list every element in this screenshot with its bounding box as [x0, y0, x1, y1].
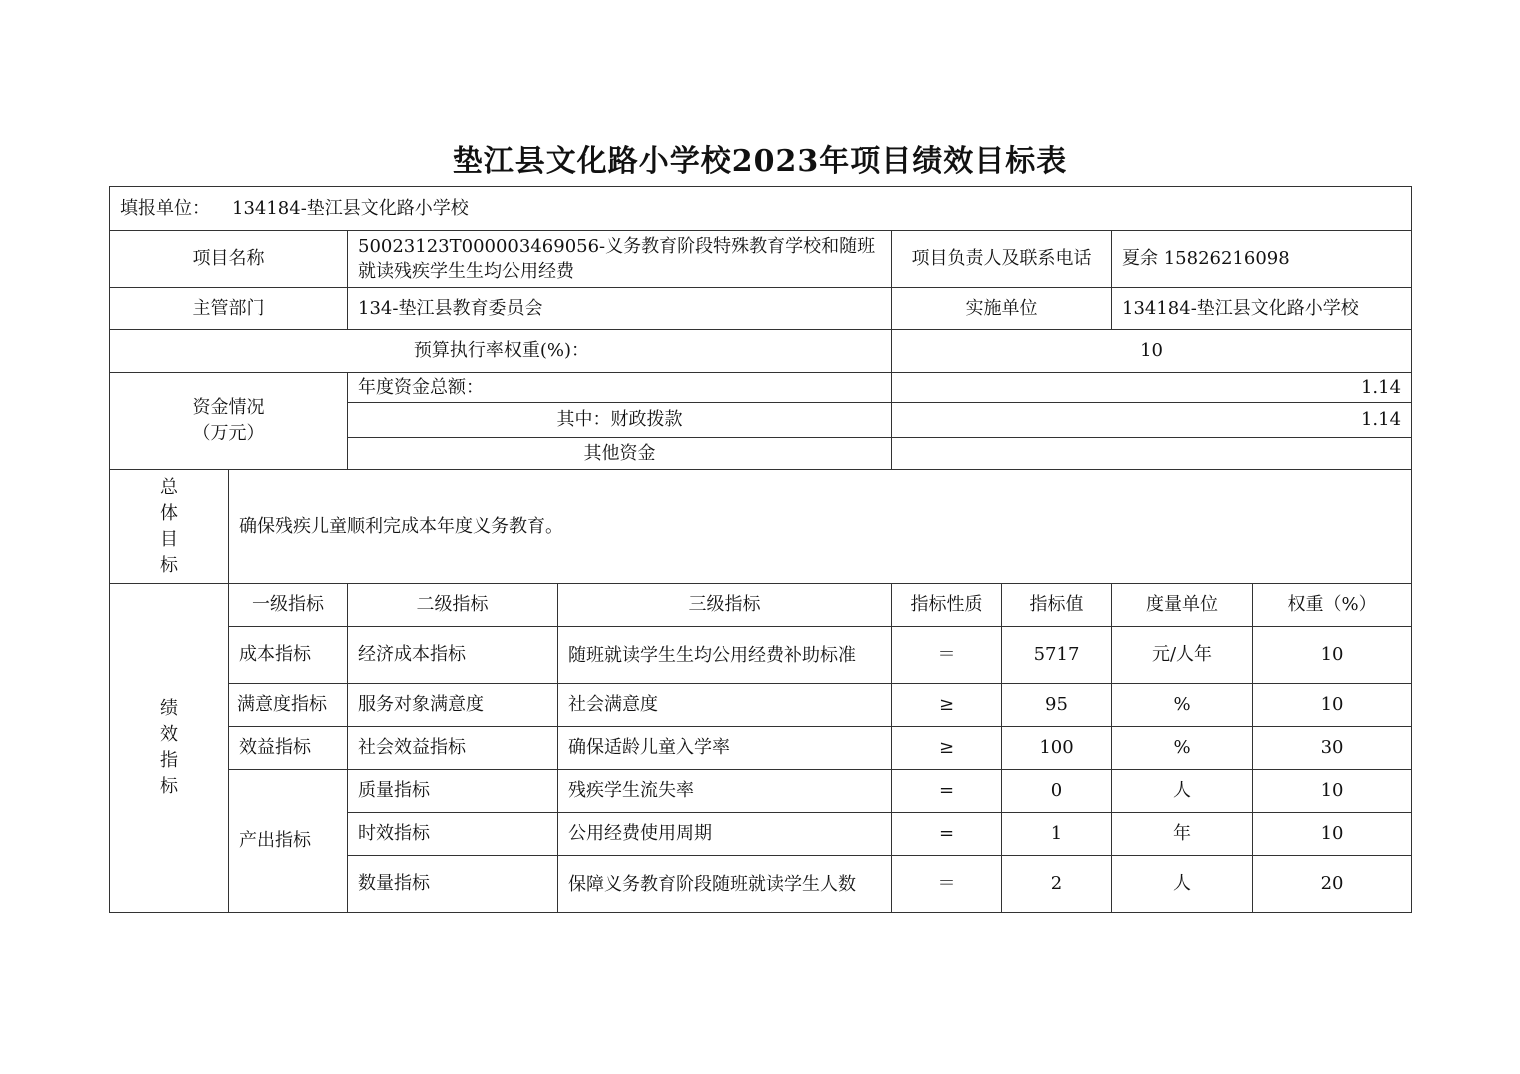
funds-total-label: 年度资金总额：: [348, 373, 892, 403]
cell-weight: 10: [1253, 684, 1412, 727]
header-level3: 三级指标: [558, 584, 892, 627]
cell-value: 95: [1002, 684, 1112, 727]
overall-goal-label-char: 目: [160, 528, 178, 550]
header-unit: 度量单位: [1112, 584, 1253, 627]
overall-goal-label-char: 体: [160, 502, 178, 524]
table-row: [110, 770, 1412, 813]
cell-unit: 年: [1112, 813, 1253, 856]
cell-nature: ≥: [892, 727, 1002, 770]
dept-value: 134-垫江县教育委员会: [348, 288, 892, 330]
filler-label: 填报单位：: [120, 197, 210, 219]
project-row: [110, 231, 1412, 288]
header-weight: 权重（%）: [1253, 584, 1412, 627]
cell-level3: 保障义务教育阶段随班就读学生人数: [558, 856, 892, 913]
performance-target-table: [109, 186, 1412, 913]
cell-level1: 成本指标: [229, 627, 348, 684]
overall-goal-label-char: 总: [160, 476, 178, 498]
cell-level1: 满意度指标: [229, 684, 348, 727]
impl-unit-label: 实施单位: [892, 288, 1112, 330]
cell-level1: 效益指标: [229, 727, 348, 770]
cell-nature: ＝: [892, 856, 1002, 913]
budget-weight-label: 预算执行率权重(%)：: [110, 330, 892, 373]
page-title: 垫江县文化路小学校2023年项目绩效目标表: [452, 144, 1068, 179]
indicators-label-char: 指: [160, 750, 178, 771]
table-row: [110, 684, 1412, 727]
filler-row: [110, 187, 1412, 231]
indicator-header-row: [110, 584, 1412, 627]
cell-level3: 公用经费使用周期: [558, 813, 892, 856]
cell-value: 5717: [1002, 627, 1112, 684]
header-nature: 指标性质: [892, 584, 1002, 627]
header-level2: 二级指标: [348, 584, 558, 627]
indicators-label-char: 绩: [160, 698, 178, 719]
overall-goal-text: 确保残疾儿童顺利完成本年度义务教育。: [229, 470, 1412, 584]
cell-unit: %: [1112, 684, 1253, 727]
cell-level3: 社会满意度: [558, 684, 892, 727]
cell-weight: 10: [1253, 770, 1412, 813]
cell-level2: 经济成本指标: [348, 627, 558, 684]
funds-other-label: 其他资金: [348, 438, 892, 470]
budget-weight-row: [110, 330, 1412, 373]
cell-level3: 残疾学生流失率: [558, 770, 892, 813]
project-contact-label: 项目负责人及联系电话: [892, 231, 1112, 288]
project-contact-value: 夏余 15826216098: [1112, 231, 1412, 288]
budget-weight-value: 10: [892, 330, 1412, 373]
cell-nature: =: [892, 813, 1002, 856]
cell-unit: %: [1112, 727, 1253, 770]
cell-unit: 元/人年: [1112, 627, 1253, 684]
cell-nature: ≥: [892, 684, 1002, 727]
funds-label-line2: （万元）: [192, 423, 265, 444]
indicators-label: [110, 584, 229, 913]
overall-goal-row: [110, 470, 1412, 584]
indicators-label-char: 标: [160, 776, 178, 797]
cell-level2: 质量指标: [348, 770, 558, 813]
cell-weight: 20: [1253, 856, 1412, 913]
indicators-label-char: 效: [160, 724, 178, 745]
funds-total-value: 1.14: [892, 373, 1412, 403]
impl-unit-value: 134184-垫江县文化路小学校: [1112, 288, 1412, 330]
dept-row: [110, 288, 1412, 330]
cell-level3: 随班就读学生生均公用经费补助标准: [558, 627, 892, 684]
cell-level2: 服务对象满意度: [348, 684, 558, 727]
filler-value: 134184-垫江县文化路小学校: [232, 197, 469, 219]
funds-fiscal-label: 其中：财政拨款: [348, 403, 892, 438]
table-row: [110, 727, 1412, 770]
cell-value: 100: [1002, 727, 1112, 770]
table-row: [110, 627, 1412, 684]
filler-cell: [110, 187, 1412, 231]
funds-fiscal-value: 1.14: [892, 403, 1412, 438]
cell-value: 2: [1002, 856, 1112, 913]
cell-level2: 时效指标: [348, 813, 558, 856]
funds-label-line1: 资金情况: [192, 397, 265, 418]
project-name-value: 50023123T000003469056-义务教育阶段特殊教育学校和随班就读残疾学生生均公用经费: [348, 231, 892, 288]
cell-value: 1: [1002, 813, 1112, 856]
project-name-label: 项目名称: [110, 231, 348, 288]
cell-weight: 10: [1253, 627, 1412, 684]
cell-unit: 人: [1112, 770, 1253, 813]
funds-total-row: [110, 373, 1412, 403]
cell-weight: 30: [1253, 727, 1412, 770]
cell-level2: 社会效益指标: [348, 727, 558, 770]
cell-level1-output: 产出指标: [229, 770, 348, 913]
cell-level2: 数量指标: [348, 856, 558, 913]
header-value: 指标值: [1002, 584, 1112, 627]
cell-value: 0: [1002, 770, 1112, 813]
overall-goal-label: [110, 470, 229, 584]
header-level1: 一级指标: [229, 584, 348, 627]
cell-level3: 确保适龄儿童入学率: [558, 727, 892, 770]
cell-weight: 10: [1253, 813, 1412, 856]
cell-nature: ＝: [892, 627, 1002, 684]
overall-goal-label-char: 标: [160, 554, 178, 576]
funds-other-value: [892, 438, 1412, 470]
dept-label: 主管部门: [110, 288, 348, 330]
cell-nature: =: [892, 770, 1002, 813]
funds-label: [110, 373, 348, 470]
cell-unit: 人: [1112, 856, 1253, 913]
